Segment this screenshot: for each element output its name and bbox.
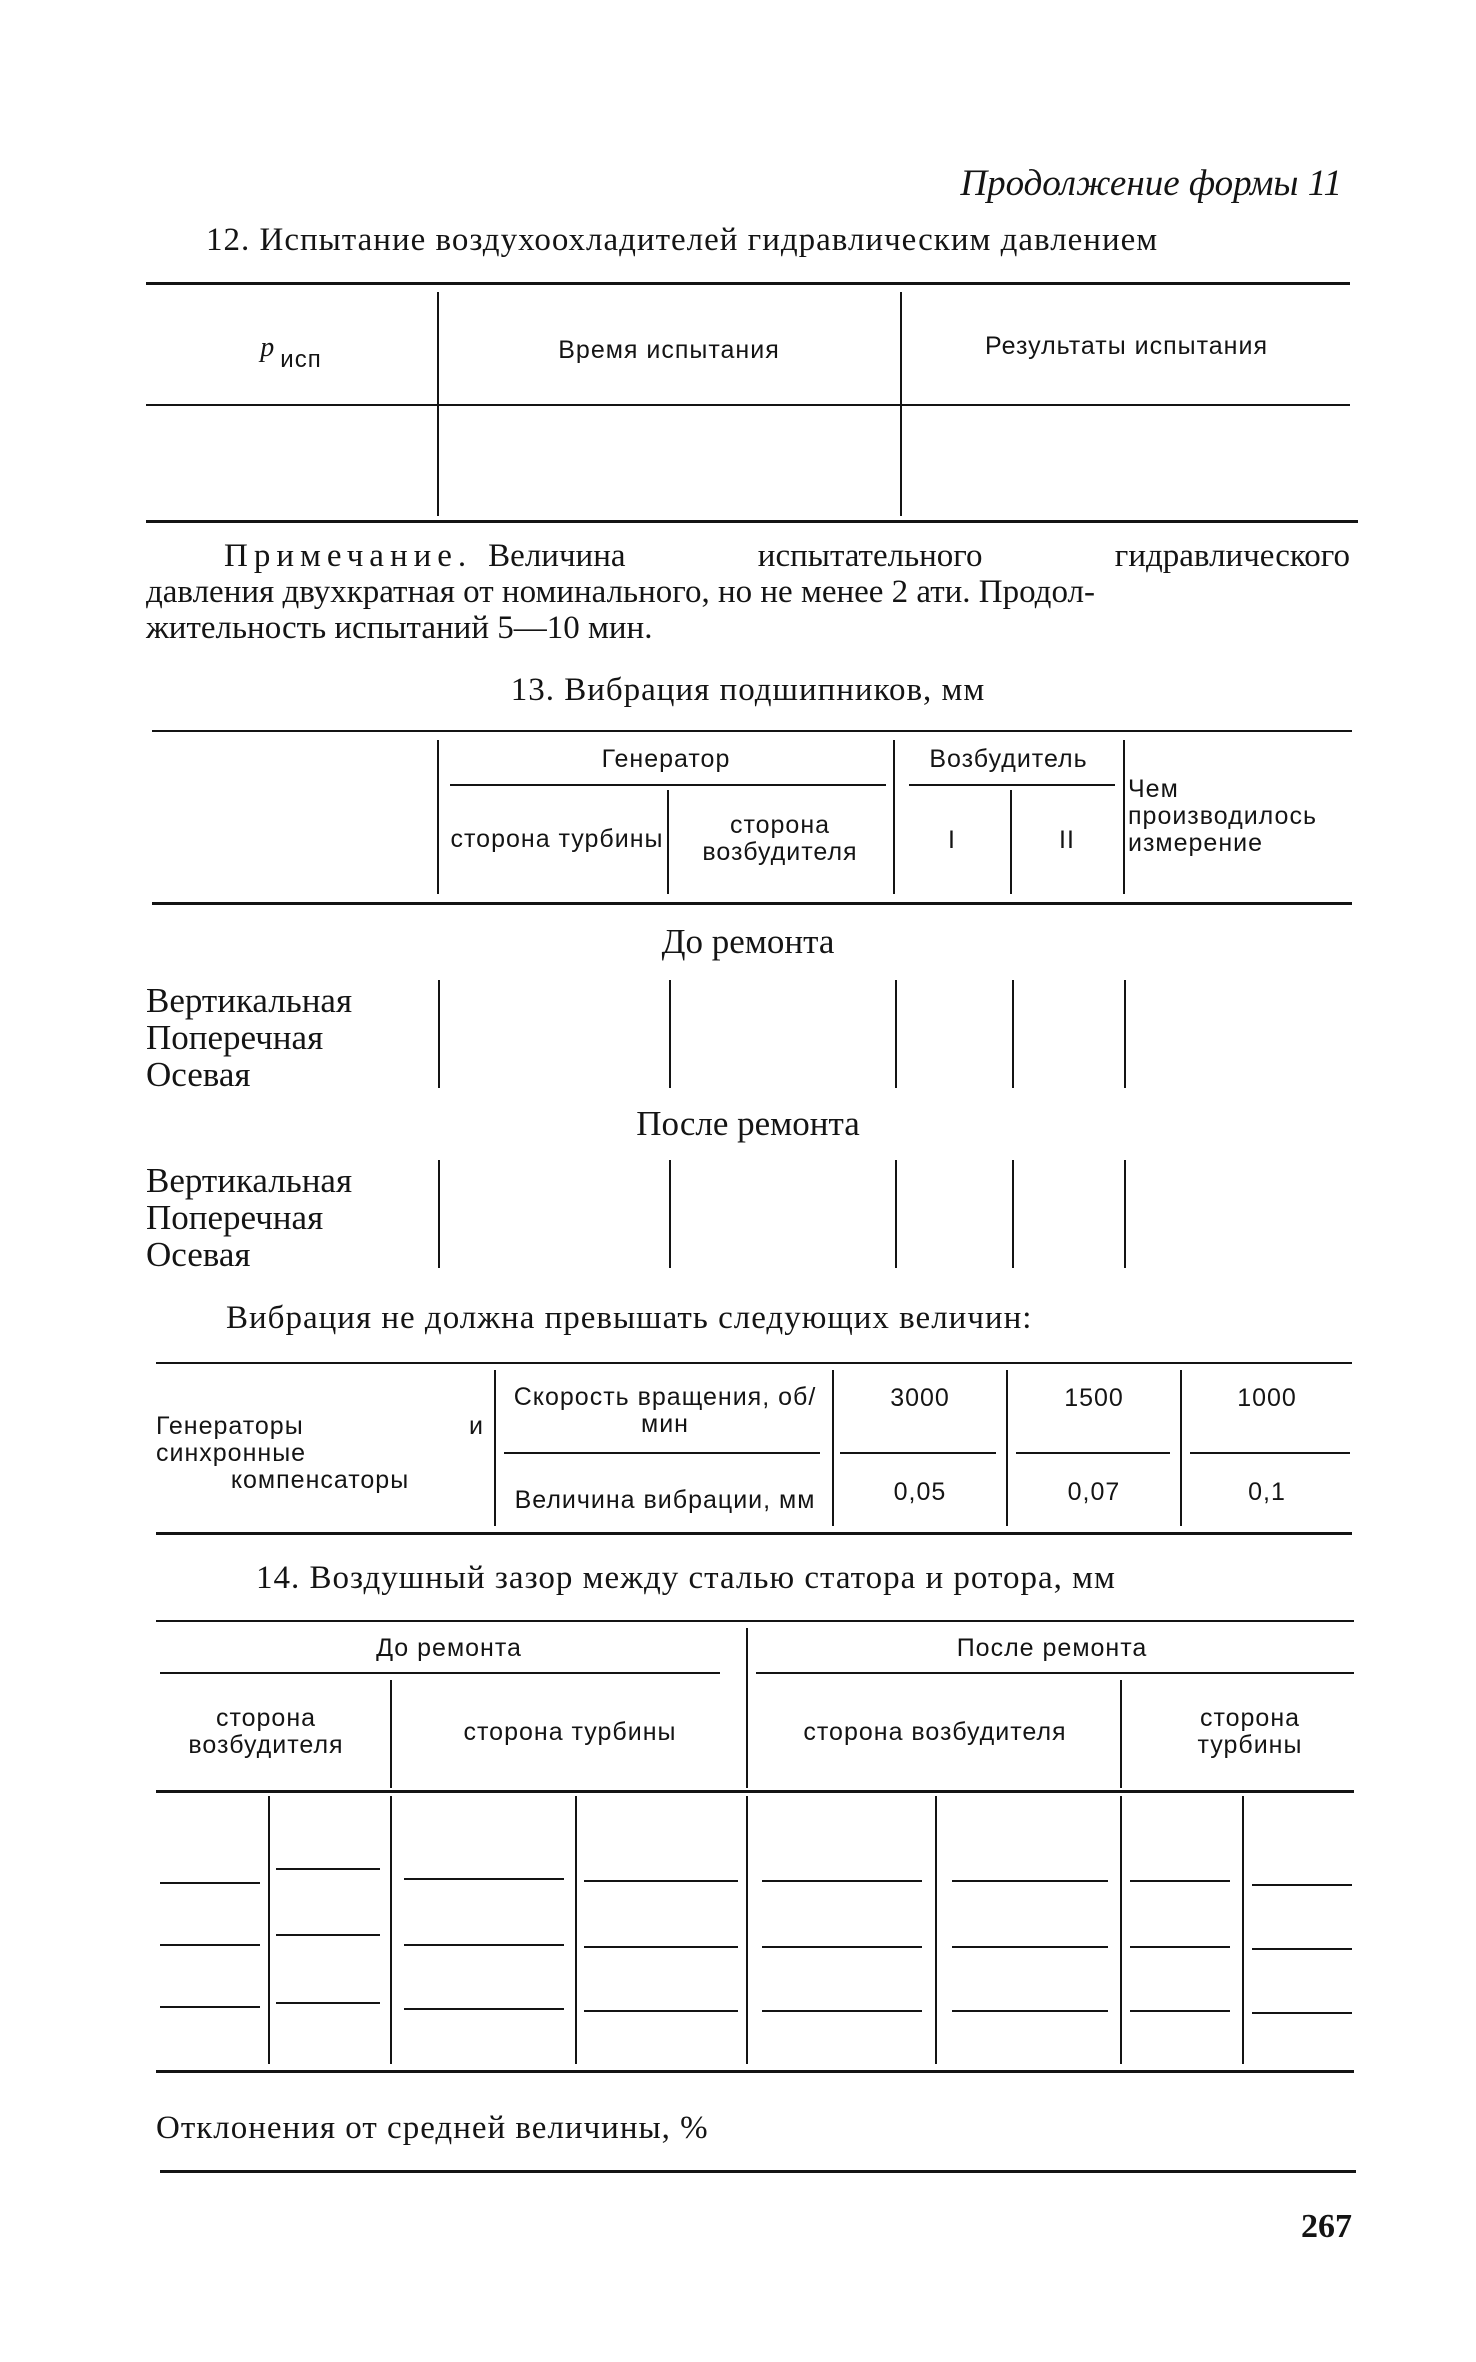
generator-turbine-side-header: сторона турбины (450, 824, 664, 853)
after-repair-label: После ремонта (636, 1104, 860, 1143)
section-14-title: 14. Воздушный зазор между сталью статора и ротора, мм (256, 1560, 1116, 1596)
note-line-1: Величина испытательного гидравлического (488, 538, 1350, 574)
row-vertical: Вертикальная (146, 1161, 353, 1200)
vibration-0-1: 0,1 (1248, 1477, 1286, 1506)
vibration-limit-text: Вибрация не должна превышать следующих величин: (226, 1300, 1033, 1336)
s14-after-turbine-side: сторона турбины (1197, 1704, 1303, 1759)
before-repair-rows (146, 982, 352, 1093)
exciter-header: Возбудитель (929, 744, 1088, 773)
speed-1500: 1500 (1064, 1383, 1124, 1412)
s14-before-turbine-side: сторона турбины (463, 1717, 677, 1746)
vibration-label: Величина вибрации, мм (514, 1485, 816, 1514)
speed-1000: 1000 (1237, 1383, 1297, 1412)
s14-before-exciter-side: сторона возбудителя (188, 1704, 344, 1759)
s14-after-header: После ремонта (956, 1633, 1148, 1662)
row-transverse: Поперечная (146, 1198, 324, 1237)
section-12-title: 12. Испытание воздухоохладителей гидравлическим давлением (206, 222, 1159, 258)
p-subscript: исп (280, 345, 322, 373)
measurement-method-header: Чем производилось измерение (1128, 774, 1317, 857)
section-13-title: 13. Вибрация подшипников, мм (510, 672, 986, 708)
vibration-0-07: 0,07 (1067, 1477, 1121, 1506)
speed-3000: 3000 (890, 1383, 950, 1412)
p-symbol: p (260, 332, 275, 363)
vibration-0-05: 0,05 (893, 1477, 947, 1506)
exciter-i-header: I (948, 825, 956, 854)
continuation-label: Продолжение формы 11 (960, 163, 1342, 204)
section-12-note (146, 538, 1350, 646)
s14-before-header: До ремонта (376, 1633, 522, 1662)
row-axial: Осевая (146, 1055, 251, 1094)
s14-after-exciter-side: сторона возбудителя (803, 1717, 1067, 1746)
after-repair-rows (146, 1162, 352, 1273)
row-axial: Осевая (146, 1235, 251, 1274)
limit-row-header: Генераторы и синхронные компенсаторы (156, 1411, 484, 1494)
page-number: 267 (1301, 2208, 1352, 2245)
deviation-label: Отклонения от средней величины, % (156, 2110, 709, 2146)
row-vertical: Вертикальная (146, 981, 353, 1020)
row-transverse: Поперечная (146, 1018, 324, 1057)
note-line-2: давления двухкратная от номинального, но не менее 2 ати. Продол- (146, 574, 1095, 610)
generator-exciter-side-header: сторона возбудителя (702, 811, 858, 866)
test-results-header: Результаты испытания (985, 331, 1268, 360)
before-repair-label: До ремонта (661, 922, 835, 961)
test-time-header: Время испытания (558, 335, 780, 364)
note-label: Примечание. (224, 538, 473, 574)
generator-header: Генератор (601, 744, 731, 773)
deviation-line (160, 2170, 1356, 2173)
exciter-ii-header: II (1059, 825, 1075, 854)
speed-label: Скорость вращения, об/мин (513, 1383, 817, 1438)
note-line-3: жительность испытаний 5—10 мин. (146, 610, 653, 646)
